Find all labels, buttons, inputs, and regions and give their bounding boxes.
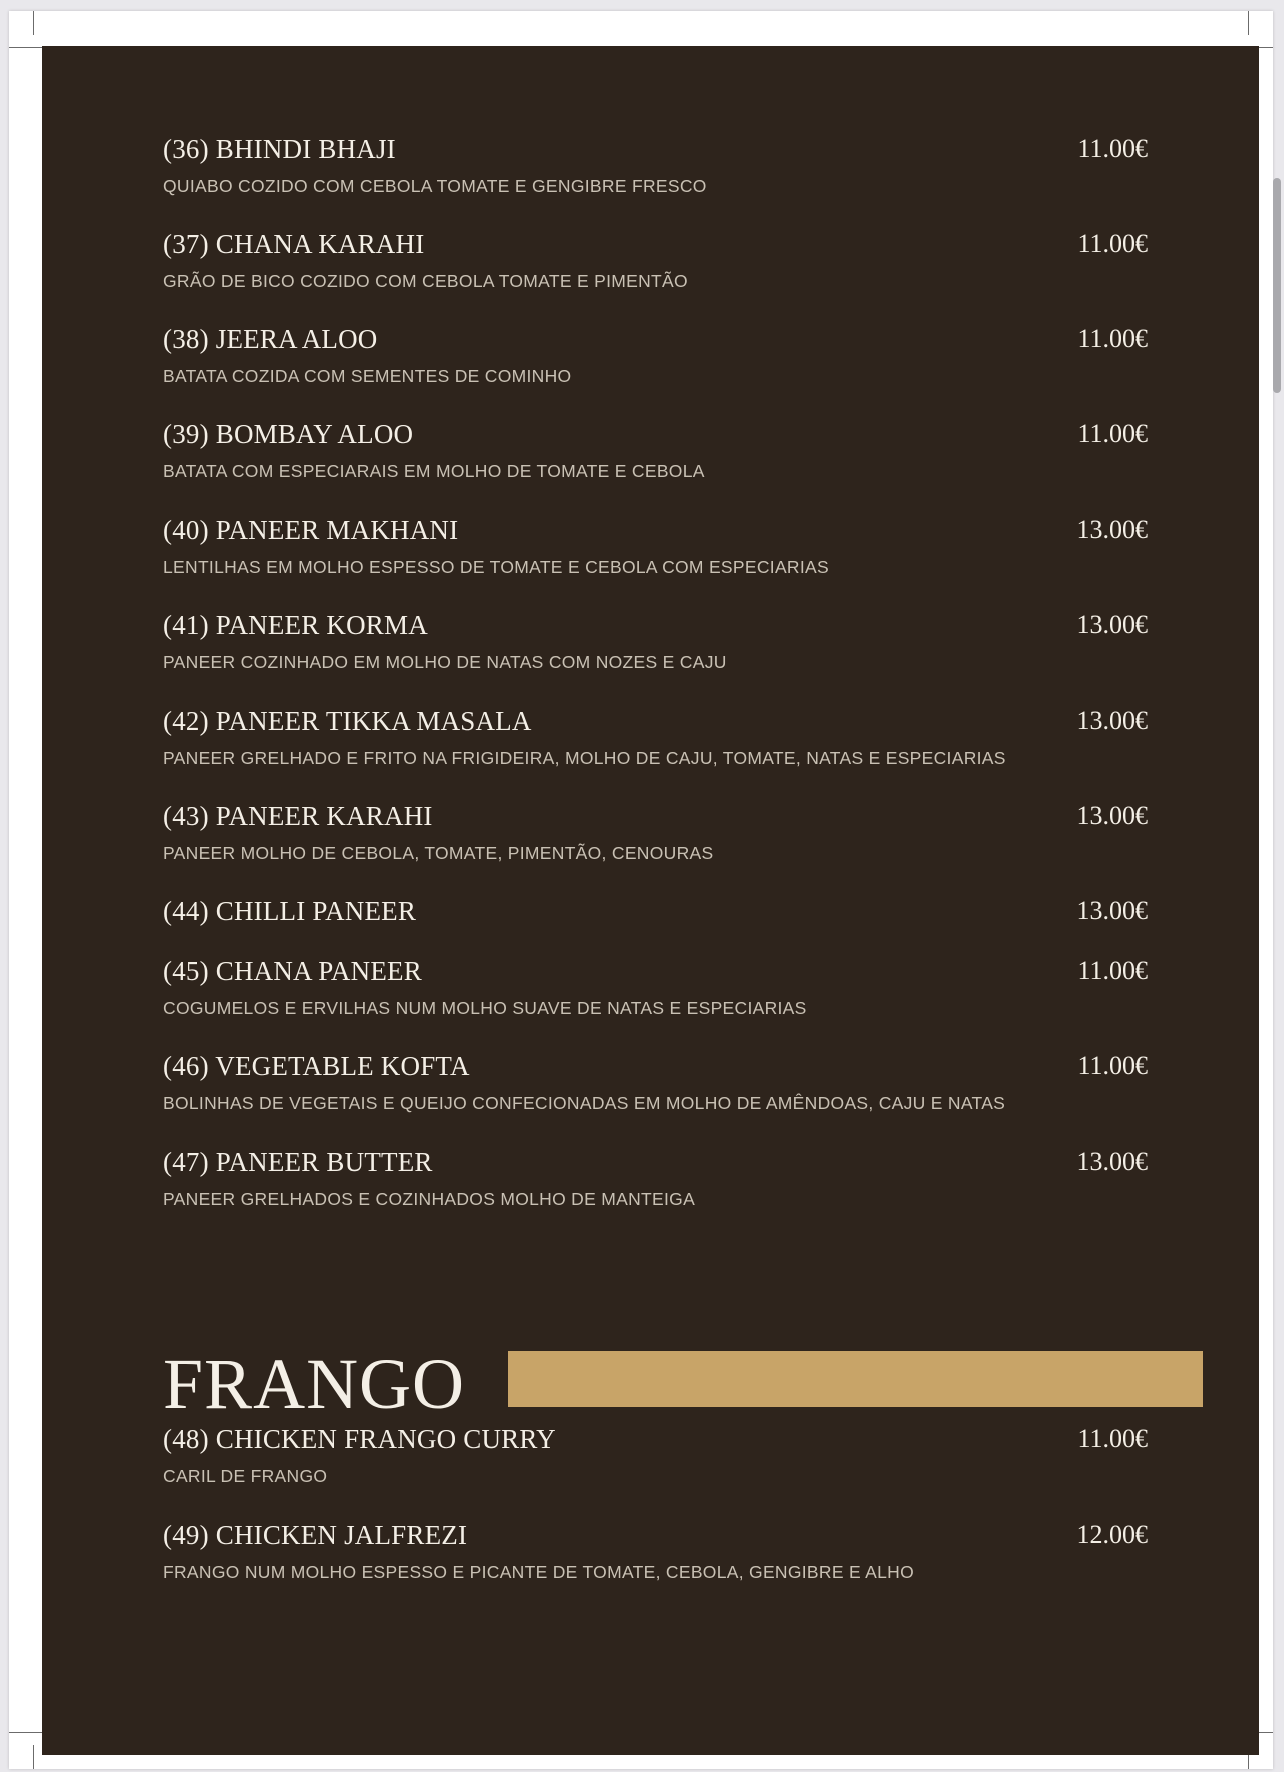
item-name: (40) PANEER MAKHANI — [163, 515, 459, 545]
item-name: (36) BHINDI BHAJI — [163, 134, 396, 164]
item-description: FRANGO NUM MOLHO ESPESSO E PICANTE DE TOMATE, CEBOLA, GENGIBRE E ALHO — [163, 1562, 914, 1582]
item-price: 11.00€ — [1077, 956, 1148, 985]
item-description: PANEER GRELHADOS E COZINHADOS MOLHO DE MANTEIGA — [163, 1189, 696, 1209]
item-description: CARIL DE FRANGO — [163, 1466, 328, 1486]
crop-mark — [9, 1732, 43, 1733]
section-title: FRANGO — [163, 1344, 466, 1424]
item-name: (42) PANEER TIKKA MASALA — [163, 706, 532, 736]
item-price: 12.00€ — [1076, 1520, 1148, 1549]
item-name: (44) CHILLI PANEER — [163, 896, 417, 926]
crop-mark — [1248, 11, 1249, 35]
item-description: BATATA COZIDA COM SEMENTES DE COMINHO — [163, 366, 572, 386]
scrollbar[interactable] — [1270, 0, 1284, 1772]
item-price: 13.00€ — [1076, 610, 1148, 639]
item-price: 11.00€ — [1077, 134, 1148, 163]
scrollbar-thumb[interactable] — [1273, 178, 1281, 393]
crop-mark — [33, 11, 34, 35]
item-description: QUIABO COZIDO COM CEBOLA TOMATE E GENGIBRE FRESCO — [163, 176, 707, 196]
menu-panel — [42, 46, 1259, 1755]
item-price: 11.00€ — [1077, 324, 1148, 353]
item-price: 11.00€ — [1077, 1051, 1148, 1080]
item-name: (38) JEERA ALOO — [163, 324, 378, 354]
item-price: 13.00€ — [1076, 1147, 1148, 1176]
item-name: (48) CHICKEN FRANGO CURRY — [163, 1424, 556, 1454]
item-name: (41) PANEER KORMA — [163, 610, 428, 640]
item-price: 11.00€ — [1077, 1424, 1148, 1453]
item-description: COGUMELOS E ERVILHAS NUM MOLHO SUAVE DE NATAS E ESPECIARIAS — [163, 998, 807, 1018]
item-name: (43) PANEER KARAHI — [163, 801, 433, 831]
item-name: (49) CHICKEN JALFREZI — [163, 1520, 468, 1550]
section-accent-bar — [508, 1351, 1203, 1407]
item-name: (46) VEGETABLE KOFTA — [163, 1051, 470, 1081]
crop-mark — [33, 1745, 34, 1769]
item-price: 13.00€ — [1076, 801, 1148, 830]
item-description: GRÃO DE BICO COZIDO COM CEBOLA TOMATE E PIMENTÃO — [163, 271, 688, 291]
item-name: (45) CHANA PANEER — [163, 956, 422, 986]
item-description: PANEER COZINHADO EM MOLHO DE NATAS COM NOZES E CAJU — [163, 652, 727, 672]
item-description: LENTILHAS EM MOLHO ESPESSO DE TOMATE E CEBOLA COM ESPECIARIAS — [163, 557, 829, 577]
item-description: PANEER GRELHADO E FRITO NA FRIGIDEIRA, MOLHO DE CAJU, TOMATE, NATAS E ESPECIARIAS — [163, 748, 1006, 768]
item-price: 13.00€ — [1076, 515, 1148, 544]
item-description: PANEER MOLHO DE CEBOLA, TOMATE, PIMENTÃO, CENOURAS — [163, 843, 714, 863]
item-description: BOLINHAS DE VEGETAIS E QUEIJO CONFECIONADAS EM MOLHO DE AMÊNDOAS, CAJU E NATAS — [163, 1093, 1006, 1113]
item-description: BATATA COM ESPECIARAIS EM MOLHO DE TOMATE E CEBOLA — [163, 461, 705, 481]
item-price: 13.00€ — [1076, 896, 1148, 925]
crop-mark — [9, 47, 43, 48]
item-price: 13.00€ — [1076, 706, 1148, 735]
item-name: (47) PANEER BUTTER — [163, 1147, 433, 1177]
item-price: 11.00€ — [1077, 419, 1148, 448]
item-name: (39) BOMBAY ALOO — [163, 419, 414, 449]
document-page — [9, 11, 1273, 1769]
item-price: 11.00€ — [1077, 229, 1148, 258]
item-name: (37) CHANA KARAHI — [163, 229, 425, 259]
